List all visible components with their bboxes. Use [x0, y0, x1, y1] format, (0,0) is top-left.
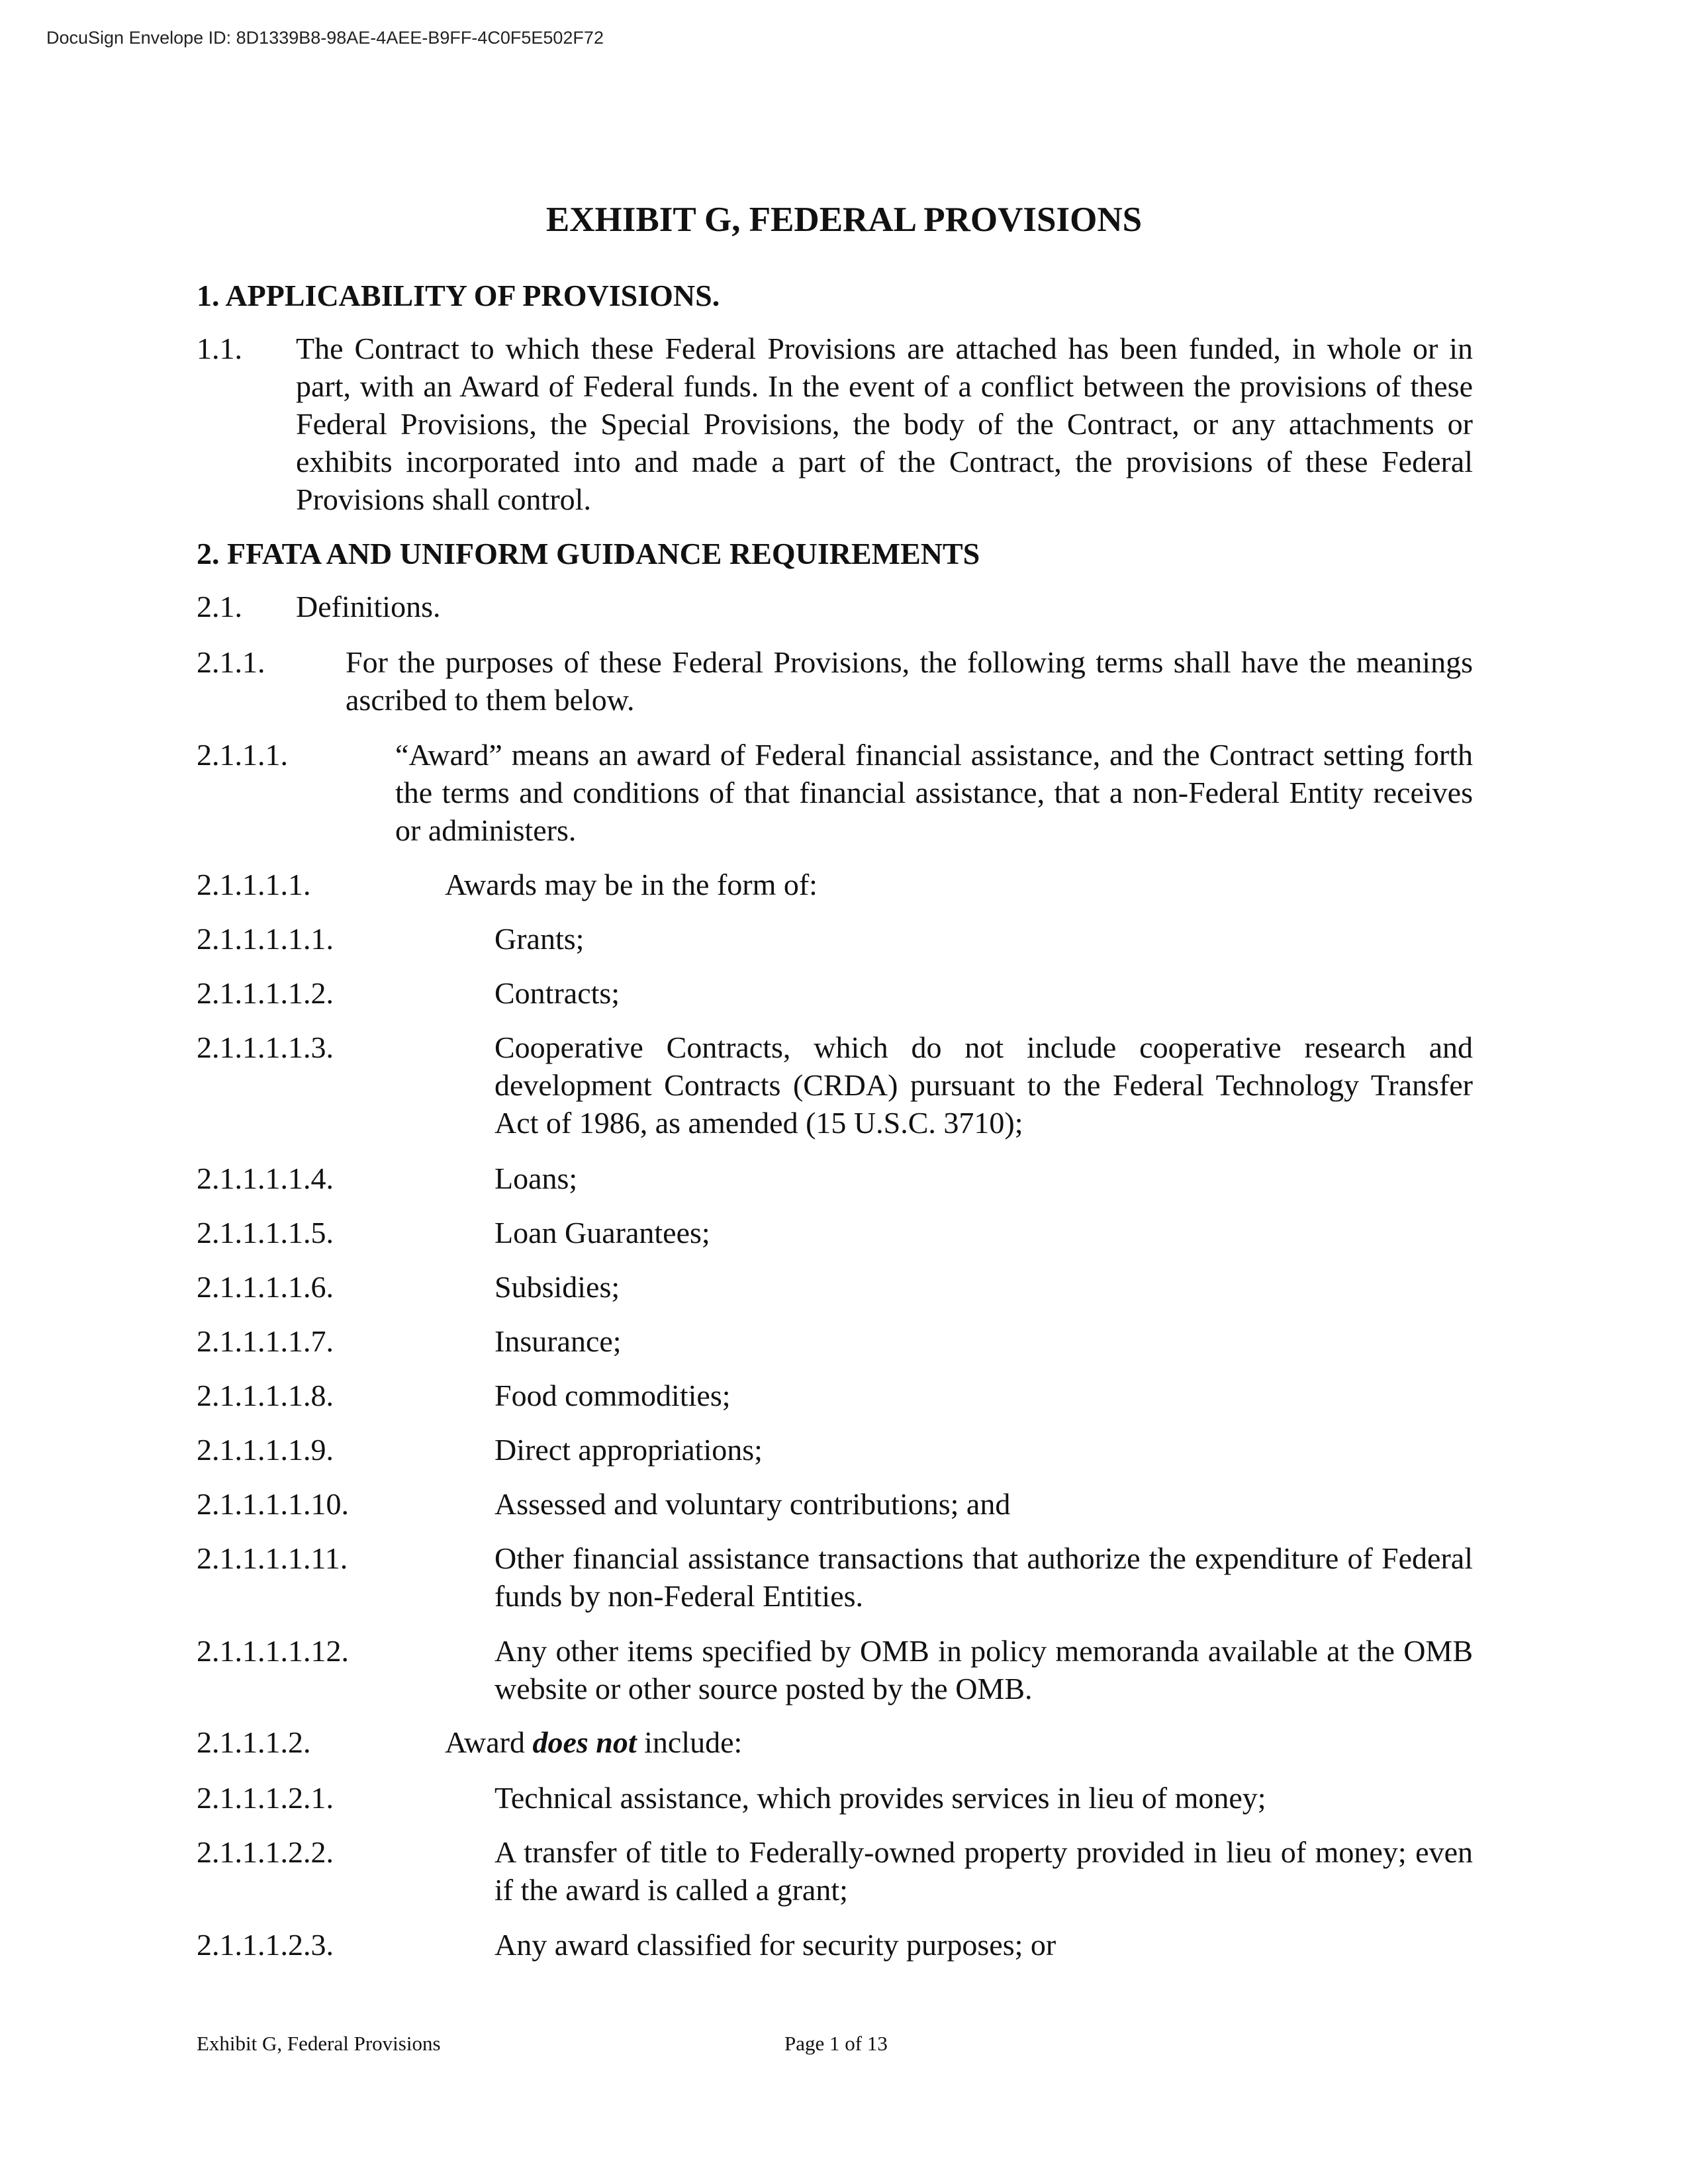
- paragraph-number: 2.1.1.1.1.9.: [197, 1433, 334, 1467]
- paragraph-text: Any other items specified by OMB in policy memoranda available at the OMB website or other source posted by the OMB.: [494, 1634, 1473, 1706]
- list-item: [197, 1539, 1473, 1615]
- paragraph-text: Contracts;: [494, 976, 620, 1010]
- paragraph-number: 2.1.1.1.1.7.: [197, 1324, 334, 1358]
- list-item: [197, 1632, 1473, 1707]
- paragraph-text: Other financial assistance transactions that authorize the expenditure of Federal funds by non-Federal Entities.: [494, 1541, 1473, 1613]
- paragraph-text: The Contract to which these Federal Provisions are attached has been funded, in whole or in part, with an Award of Federal funds. In the event of a conflict between the provisions of these Federal Provisions, the Special Provisions, the body of the Contract, or any attachments or exhibits incorporated into and made a part of the Contract, the provisions of these Federal Provisions shall control.: [296, 332, 1473, 516]
- paragraph-2-1: [197, 588, 1473, 625]
- paragraph-number: 2.1.1.1.1.1.: [197, 922, 334, 956]
- paragraph-number: 1.1.: [197, 332, 242, 365]
- list-item: [197, 1926, 1473, 1964]
- paragraph-text: Loan Guarantees;: [494, 1216, 710, 1250]
- paragraph-number: 2.1.1.1.2.3.: [197, 1928, 334, 1962]
- paragraph-number: 2.1.1.1.1.5.: [197, 1216, 334, 1250]
- list-item: [197, 1028, 1473, 1142]
- paragraph-number: 2.1.1.1.1.12.: [197, 1634, 349, 1668]
- emphasis-does-not: does not: [532, 1725, 637, 1759]
- paragraph-text: Cooperative Contracts, which do not include cooperative research and development Contracts (CRDA) pursuant to the Federal Technology Transfer Act of 1986, as amended (15 U.S.C. 3710);: [494, 1030, 1473, 1140]
- document-title: EXHIBIT G, FEDERAL PROVISIONS: [545, 201, 1143, 239]
- footer-document-name: Exhibit G, Federal Provisions: [197, 2032, 441, 2055]
- paragraph-number: 2.1.1.1.2.: [197, 1725, 311, 1759]
- paragraph-number: 2.1.1.1.2.2.: [197, 1835, 334, 1869]
- paragraph-text: Loans;: [494, 1161, 578, 1195]
- paragraph-number: 2.1.1.1.1.: [197, 868, 311, 901]
- paragraph-number: 2.1.1.1.1.11.: [197, 1541, 348, 1575]
- paragraph-2-1-1: [197, 643, 1473, 719]
- list-item: [197, 1833, 1473, 1909]
- paragraph-text: A transfer of title to Federally-owned property provided in lieu of money; even if the award is called a grant;: [494, 1835, 1473, 1907]
- footer-page-number: Page 1 of 13: [784, 2032, 888, 2055]
- paragraph-text: For the purposes of these Federal Provisions, the following terms shall have the meanings ascribed to them below.: [346, 645, 1473, 717]
- paragraph-text: Insurance;: [494, 1324, 622, 1358]
- docusign-envelope-id: DocuSign Envelope ID: 8D1339B8-98AE-4AEE-B9FF-4C0F5E502F72: [46, 28, 604, 48]
- paragraph-number: 2.1.1.1.1.4.: [197, 1161, 334, 1195]
- paragraph-number: 2.1.1.: [197, 645, 265, 679]
- paragraph-2-1-1-1-1: [197, 866, 1473, 903]
- paragraph-text: Subsidies;: [494, 1270, 620, 1304]
- list-item: [197, 920, 1473, 958]
- paragraph-text: Awards may be in the form of:: [445, 868, 818, 901]
- paragraph-number: 2.1.1.1.1.8.: [197, 1379, 334, 1412]
- list-item: [197, 1779, 1473, 1817]
- paragraph-text: Technical assistance, which provides services in lieu of money;: [494, 1781, 1266, 1815]
- list-item: [197, 1377, 1473, 1414]
- paragraph-1-1: [197, 330, 1473, 518]
- paragraph-text: Any award classified for security purposes; or: [494, 1928, 1056, 1962]
- paragraph-text: Direct appropriations;: [494, 1433, 763, 1467]
- paragraph-text: Assessed and voluntary contributions; and: [494, 1487, 1011, 1521]
- paragraph-text: Food commodities;: [494, 1379, 731, 1412]
- paragraph-2-1-1-1-2: [197, 1723, 1473, 1761]
- paragraph-number: 2.1.1.1.1.6.: [197, 1270, 334, 1304]
- paragraph-text: “Award” means an award of Federal financial assistance, and the Contract setting forth the terms and conditions of that financial assistance, that a non-Federal Entity receives or administers.: [395, 738, 1473, 847]
- paragraph-2-1-1-1: [197, 736, 1473, 849]
- paragraph-text: Definitions.: [296, 590, 441, 623]
- paragraph-number: 2.1.1.1.2.1.: [197, 1781, 334, 1815]
- list-item: [197, 974, 1473, 1012]
- section-heading-1: 1. APPLICABILITY OF PROVISIONS.: [197, 279, 720, 312]
- paragraph-number: 2.1.1.1.1.10.: [197, 1487, 349, 1521]
- list-item: [197, 1322, 1473, 1360]
- paragraph-text: Award does not include:: [445, 1725, 743, 1759]
- paragraph-number: 2.1.1.1.1.2.: [197, 976, 334, 1010]
- list-item: [197, 1160, 1473, 1197]
- list-item: [197, 1268, 1473, 1306]
- section-heading-2: 2. FFATA AND UNIFORM GUIDANCE REQUIREMENTS: [197, 537, 980, 570]
- list-item: [197, 1485, 1473, 1523]
- list-item: [197, 1431, 1473, 1469]
- paragraph-number: 2.1.1.1.: [197, 738, 288, 772]
- paragraph-text: Grants;: [494, 922, 585, 956]
- list-item: [197, 1214, 1473, 1251]
- paragraph-number: 2.1.1.1.1.3.: [197, 1030, 334, 1064]
- paragraph-number: 2.1.: [197, 590, 242, 623]
